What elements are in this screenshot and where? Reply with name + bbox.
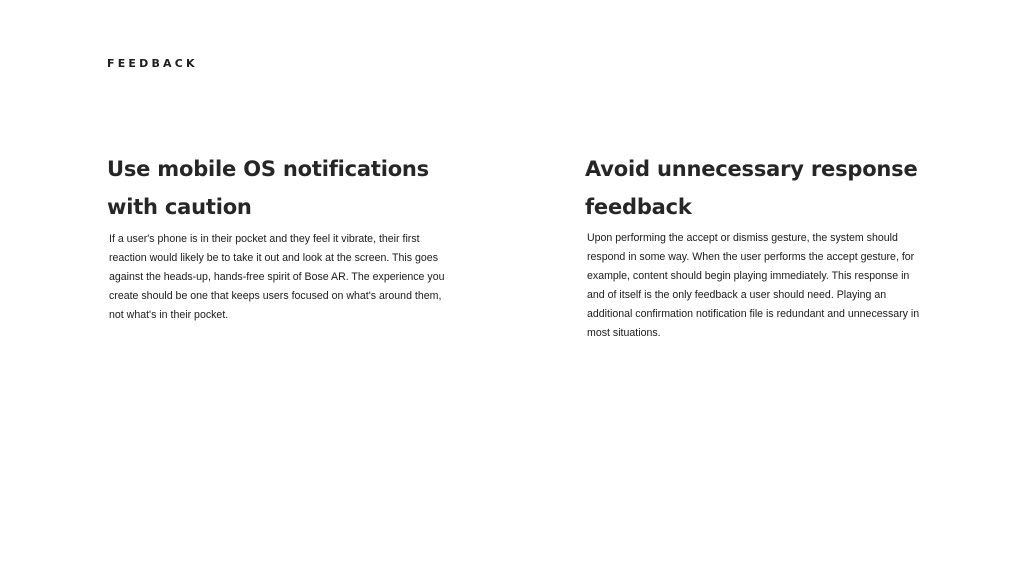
guideline-heading-line-1: Avoid unnecessary response — [585, 157, 918, 181]
guideline-heading — [107, 150, 467, 226]
guideline-heading-line-2: with caution — [107, 195, 252, 219]
guideline-body: If a user's phone is in their pocket and they feel it vibrate, their first reaction would likely be to take it out and look at the screen. This goes against the heads-up, hands-free spirit of Bose AR. The experience you create should be one that keeps users focused on what's around them, not what's in their pocket. — [109, 233, 445, 322]
guideline-heading — [585, 150, 930, 226]
guideline-response-feedback — [585, 150, 930, 344]
guideline-mobile-notifications — [107, 150, 467, 325]
guideline-body: Upon performing the accept or dismiss gesture, the system should respond in some way. When the user performs the accept gesture, for example, content should begin playing immediately. This response in and of itself is the only feedback a user should need. Playing an additional confirmation notification file is redundant and unnecessary in most situations. — [587, 232, 920, 340]
guideline-heading-line-1: Use mobile OS notifications — [107, 157, 429, 181]
guideline-heading-line-2: feedback — [585, 195, 692, 219]
section-label: FEEDBACK — [107, 57, 198, 70]
